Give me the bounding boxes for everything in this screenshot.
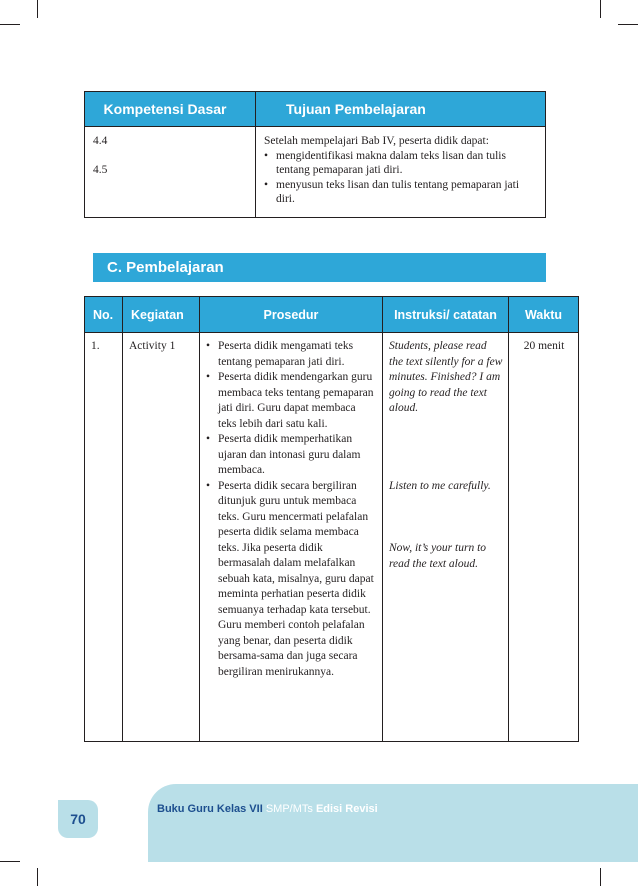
procedure-step: • Peserta didik mendengarkan guru membaca teks tentang pemaparan jati diri. Guru dapat membaca teks lebih dari satu kali. [206, 370, 377, 432]
instructions-cell [383, 333, 509, 742]
competency-table [84, 91, 546, 218]
objectives-list [264, 149, 539, 207]
page-number: 70 [58, 800, 98, 838]
time-cell: 20 menit [509, 333, 579, 742]
instructions-header: Instruksi/ catatan [383, 297, 509, 333]
footer-title [157, 803, 378, 815]
no-header: No. [85, 297, 123, 333]
procedure-header: Prosedur [200, 297, 383, 333]
time-header: Waktu [509, 297, 579, 333]
section-title: C. Pembelajaran [93, 253, 546, 282]
footer-band [148, 784, 638, 862]
competency-code: 4.4 [93, 135, 108, 147]
crop-mark [37, 0, 38, 18]
objectives-header: Tujuan Pembelajaran [256, 92, 546, 127]
procedure-list [206, 339, 377, 680]
instruction-note: Students, please read the text silently for a few minutes. Finished? I am going to read the text aloud. [389, 340, 503, 414]
activity-cell: Activity 1 [123, 333, 200, 742]
instruction-note: Listen to me carefully. [389, 479, 491, 492]
footer-edition: Edisi Revisi [315, 803, 378, 815]
objectives-intro: Setelah mempelajari Bab IV, peserta didik dapat: [264, 135, 489, 147]
objective-item: • mengidentifikasi makna dalam teks lisan dan tulis tentang pemaparan jati diri. [264, 149, 539, 178]
objectives-cell [256, 127, 546, 218]
procedure-step: • Peserta didik secara bergiliran ditunjuk guru untuk membaca teks. Guru mencermati pelafalan peserta didik selama membaca teks. Jika peserta didik bermasalah dalam melafalkan sebuah kata, misalnya, guru dapat meminta perhatian peserta didik semuanya terhadap kata tersebut. Guru memberi contoh pelafalan yang benar, dan peserta didik bersama-sama dan juga secara bergiliran menirukannya. [206, 479, 377, 681]
footer-level: SMP/MTs [265, 803, 313, 815]
crop-mark [0, 861, 20, 862]
activity-header: Kegiatan [123, 297, 200, 333]
procedure-cell [200, 333, 383, 742]
procedure-step: • Peserta didik memperhatikan ujaran dan intonasi guru dalam membaca. [206, 432, 377, 479]
competency-header: Kompetensi Dasar [85, 92, 256, 127]
competency-code: 4.5 [93, 163, 108, 176]
lesson-table [84, 296, 579, 742]
procedure-step: • Peserta didik mengamati teks tentang pemaparan jati diri. [206, 339, 377, 370]
crop-mark [600, 0, 601, 18]
instruction-note: Now, it’s your turn to read the text aloud. [389, 542, 487, 570]
competency-codes-cell [85, 127, 256, 218]
row-number: 1. [85, 333, 123, 742]
objective-item: • menyusun teks lisan dan tulis tentang pemaparan jati diri. [264, 178, 539, 207]
crop-mark [37, 868, 38, 886]
crop-mark [600, 868, 601, 886]
footer-book: Buku Guru Kelas VII [157, 803, 263, 815]
crop-mark [618, 24, 638, 25]
crop-mark [0, 24, 20, 25]
